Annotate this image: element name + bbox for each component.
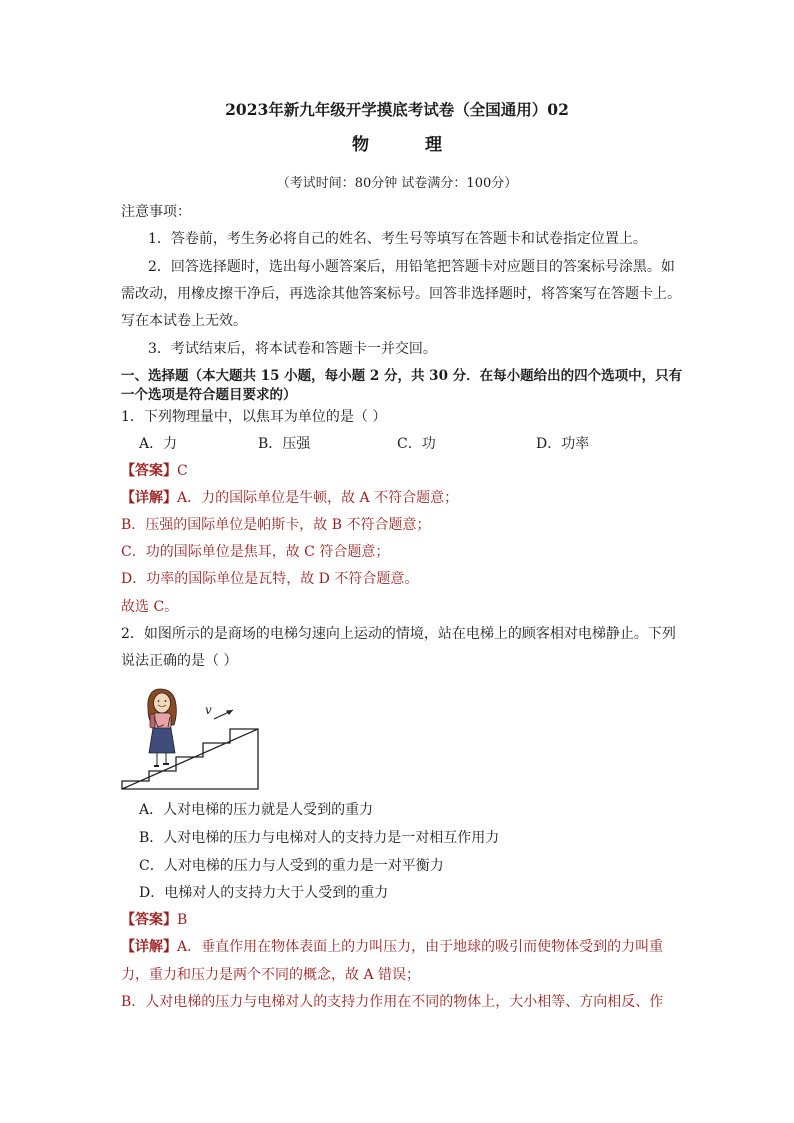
q1-option-d: D．功率 — [536, 436, 590, 452]
q2-stem-line-1: 2．如图所示的是商场的电梯匀速向上运动的情境，站在电梯上的顾客相对电梯静止。下列 — [121, 626, 676, 642]
q2-detail-a-line-2: 力，重力和压力是两个不同的概念，故 A 错误； — [121, 967, 421, 983]
q2-option-c: C．人对电梯的压力与人受到的重力是一对平衡力 — [139, 858, 444, 874]
exam-title: 2023年新九年级开学摸底考试卷（全国通用）02 — [225, 100, 569, 119]
q1-detail-a — [121, 489, 458, 507]
q2-answer — [121, 911, 187, 929]
exam-info: （考试时间：80分钟 试卷满分：100分） — [276, 176, 518, 191]
q2-detail-a-line-1 — [121, 938, 663, 956]
q2-option-d: D．电梯对人的支持力大于人受到的重力 — [139, 885, 389, 901]
q2-detail-a-text: A．垂直作用在物体表面上的力叫压力，由于地球的吸引而使物体受到的力叫重 — [177, 939, 664, 955]
q2-detail-b-line-1: B．人对电梯的压力与电梯对人的支持力作用在不同的物体上，大小相等、方向相反、作 — [121, 994, 664, 1010]
girl-face — [154, 693, 171, 713]
subject-char-1: 物 — [352, 135, 369, 155]
q1-detail-tag: 【详解】 — [121, 490, 177, 506]
velocity-label: v — [205, 703, 212, 717]
q2-option-a: A．人对电梯的压力就是人受到的重力 — [139, 802, 374, 818]
q1-answer-tag: 【答案】 — [121, 463, 177, 479]
section1-header-line-1: 一、选择题（本大题共 15 小题，每小题 2 分，共 30 分．在每小题给出的四个选项中，只有 — [121, 368, 683, 384]
escalator-stairs — [122, 729, 258, 789]
q1-stem: 1．下列物理量中，以焦耳为单位的是（ ） — [121, 409, 387, 425]
q1-option-c: C．功 — [397, 436, 436, 452]
notes-item-1: 1．答卷前，考生务必将自己的姓名、考生号等填写在答题卡和试卷指定位置上。 — [148, 231, 647, 247]
notes-item-2-line-3: 写在本试卷上无效。 — [121, 313, 247, 329]
q2-answer-value: B — [177, 912, 188, 928]
notes-item-2-line-1: 2．回答选择题时，选出每小题答案后，用铅笔把答题卡对应题目的答案标号涂黑。如 — [148, 259, 675, 275]
section1-header-line-2: 一个选项是符合题目要求的） — [121, 387, 297, 403]
q2-detail-tag: 【详解】 — [121, 939, 177, 955]
q2-stem-line-2: 说法正确的是（ ） — [121, 653, 238, 669]
notes-item-3: 3．考试结束后，将本试卷和答题卡一并交回。 — [148, 341, 437, 357]
q1-answer — [121, 462, 188, 480]
q1-detail-d: D．功率的国际单位是瓦特，故 D 不符合题意。 — [121, 571, 419, 587]
q1-detail-c: C．功的国际单位是焦耳，故 C 符合题意； — [121, 544, 390, 560]
q1-option-b: B．压强 — [258, 436, 311, 452]
girl-backpack — [150, 714, 155, 728]
subject-char-2: 理 — [425, 135, 442, 155]
notes-heading: 注意事项： — [121, 204, 191, 220]
q1-option-a: A．力 — [139, 436, 178, 452]
notes-item-2-line-2: 需改动，用橡皮擦干净后，再选涂其他答案标号。回答非选择题时，将答案写在答题卡上。 — [121, 286, 681, 302]
q1-conclusion: 故选 C。 — [121, 599, 179, 615]
escalator-figure — [120, 683, 260, 791]
q2-option-b: B．人对电梯的压力与电梯对人的支持力是一对相互作用力 — [139, 830, 500, 846]
q1-detail-b: B．压强的国际单位是帕斯卡，故 B 不符合题意； — [121, 517, 431, 533]
q2-answer-tag: 【答案】 — [121, 912, 177, 928]
q1-answer-value: C — [177, 463, 188, 479]
girl-skirt — [149, 728, 175, 753]
q1-detail-a-text: A．力的国际单位是牛顿，故 A 不符合题意； — [177, 490, 459, 506]
